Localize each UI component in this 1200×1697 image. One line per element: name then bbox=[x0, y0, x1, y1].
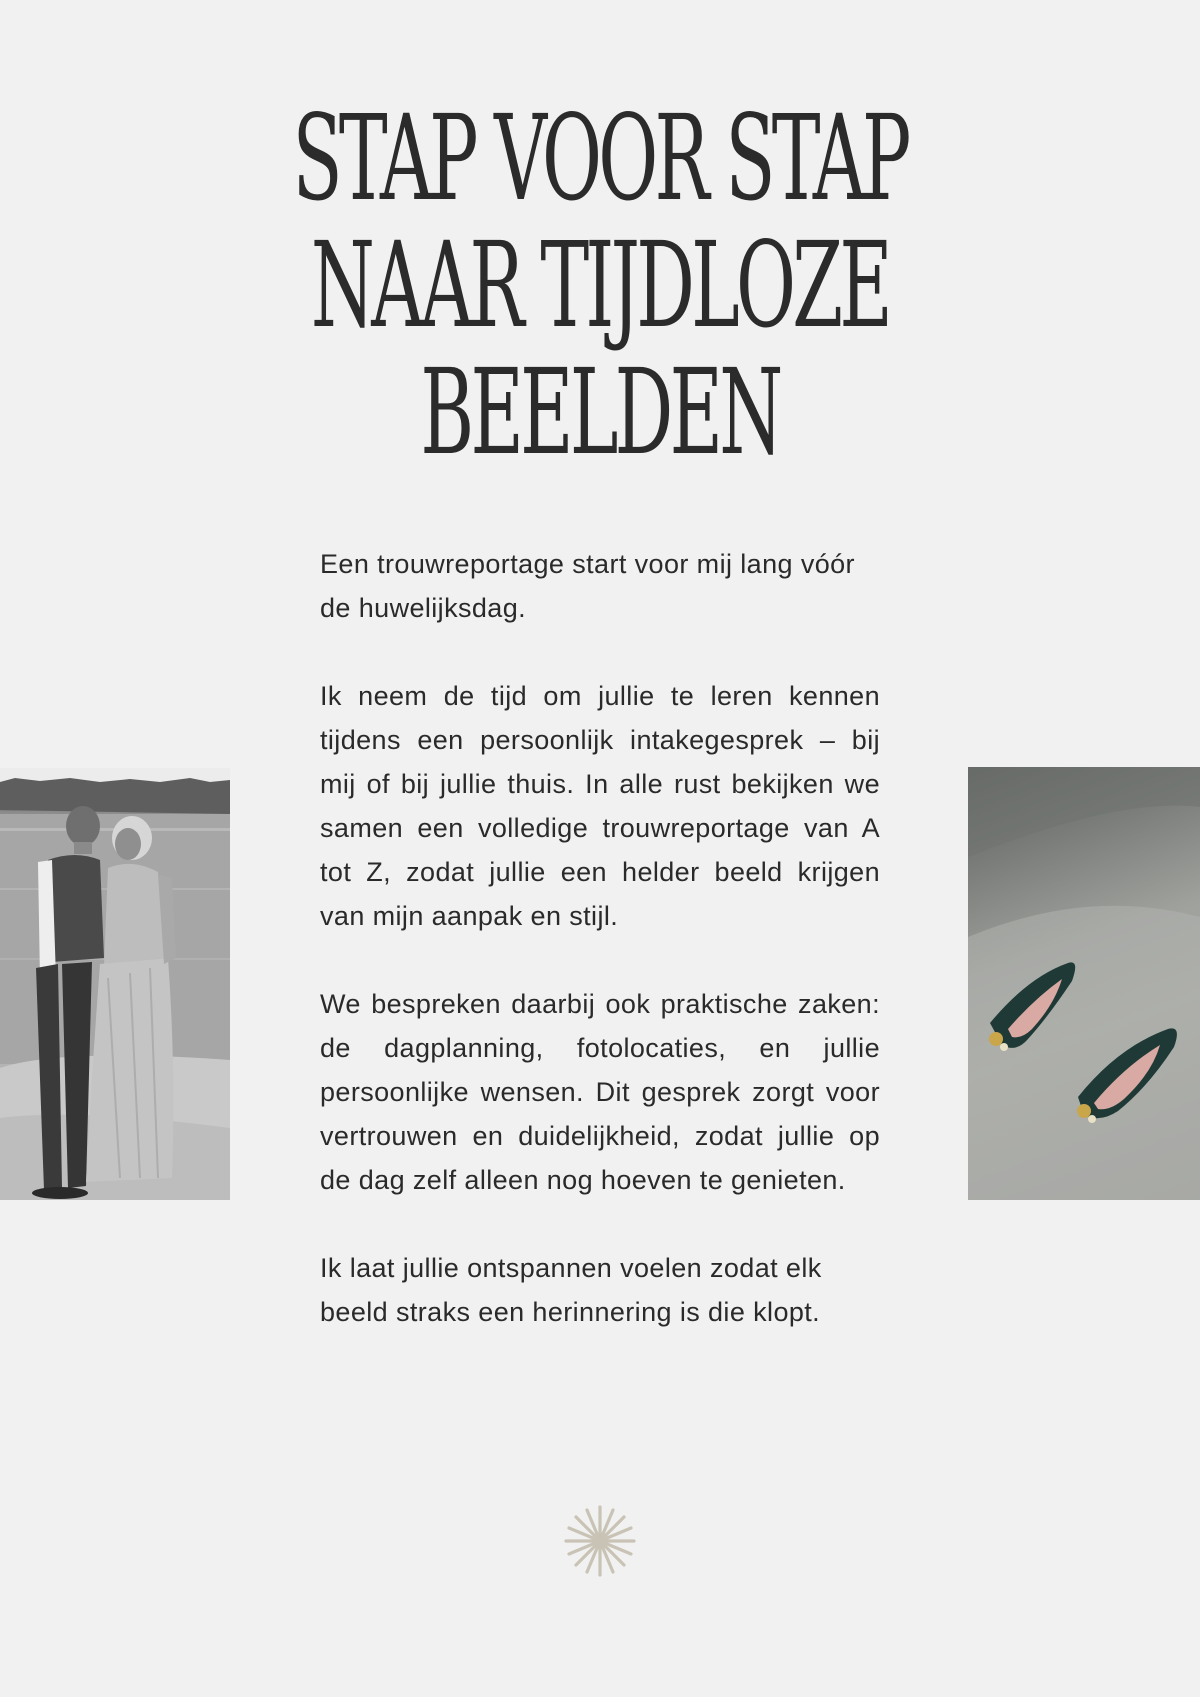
title-line-3: BEELDEN bbox=[420, 343, 780, 481]
wedding-couple-photo bbox=[0, 768, 230, 1200]
sparkle-star-icon bbox=[563, 1504, 637, 1578]
bridal-shoes-photo bbox=[968, 767, 1200, 1200]
title-line-2: NAAR TIJDLOZE bbox=[310, 216, 890, 354]
paragraph-4: Ik laat jullie ontspannen voelen zodat elk beeld straks een herinnering is die klopt. bbox=[320, 1253, 822, 1327]
page-title bbox=[228, 89, 972, 481]
title-line-1: STAP VOOR STAP bbox=[292, 89, 908, 227]
intro-text bbox=[320, 542, 880, 1378]
paragraph-2: Ik neem de tijd om jullie te leren kennen tijdens een persoonlijk intakegesprek – bij mij of bij jullie thuis. In alle rust bekijken we samen een volledige trouwreportage van A tot Z, zodat jullie een helder beeld krijgen van mijn aanpak en stijl. bbox=[320, 681, 880, 931]
paragraph-3: We bespreken daarbij ook praktische zaken: de dagplanning, fotolocaties, en jullie persoonlijke wensen. Dit gesprek zorgt voor vertrouwen en duidelijkheid, zodat jullie op de dag zelf alleen nog hoeven te genieten. bbox=[320, 989, 880, 1195]
paragraph-1: Een trouwreportage start voor mij lang vóór de huwelijksdag. bbox=[320, 549, 855, 623]
